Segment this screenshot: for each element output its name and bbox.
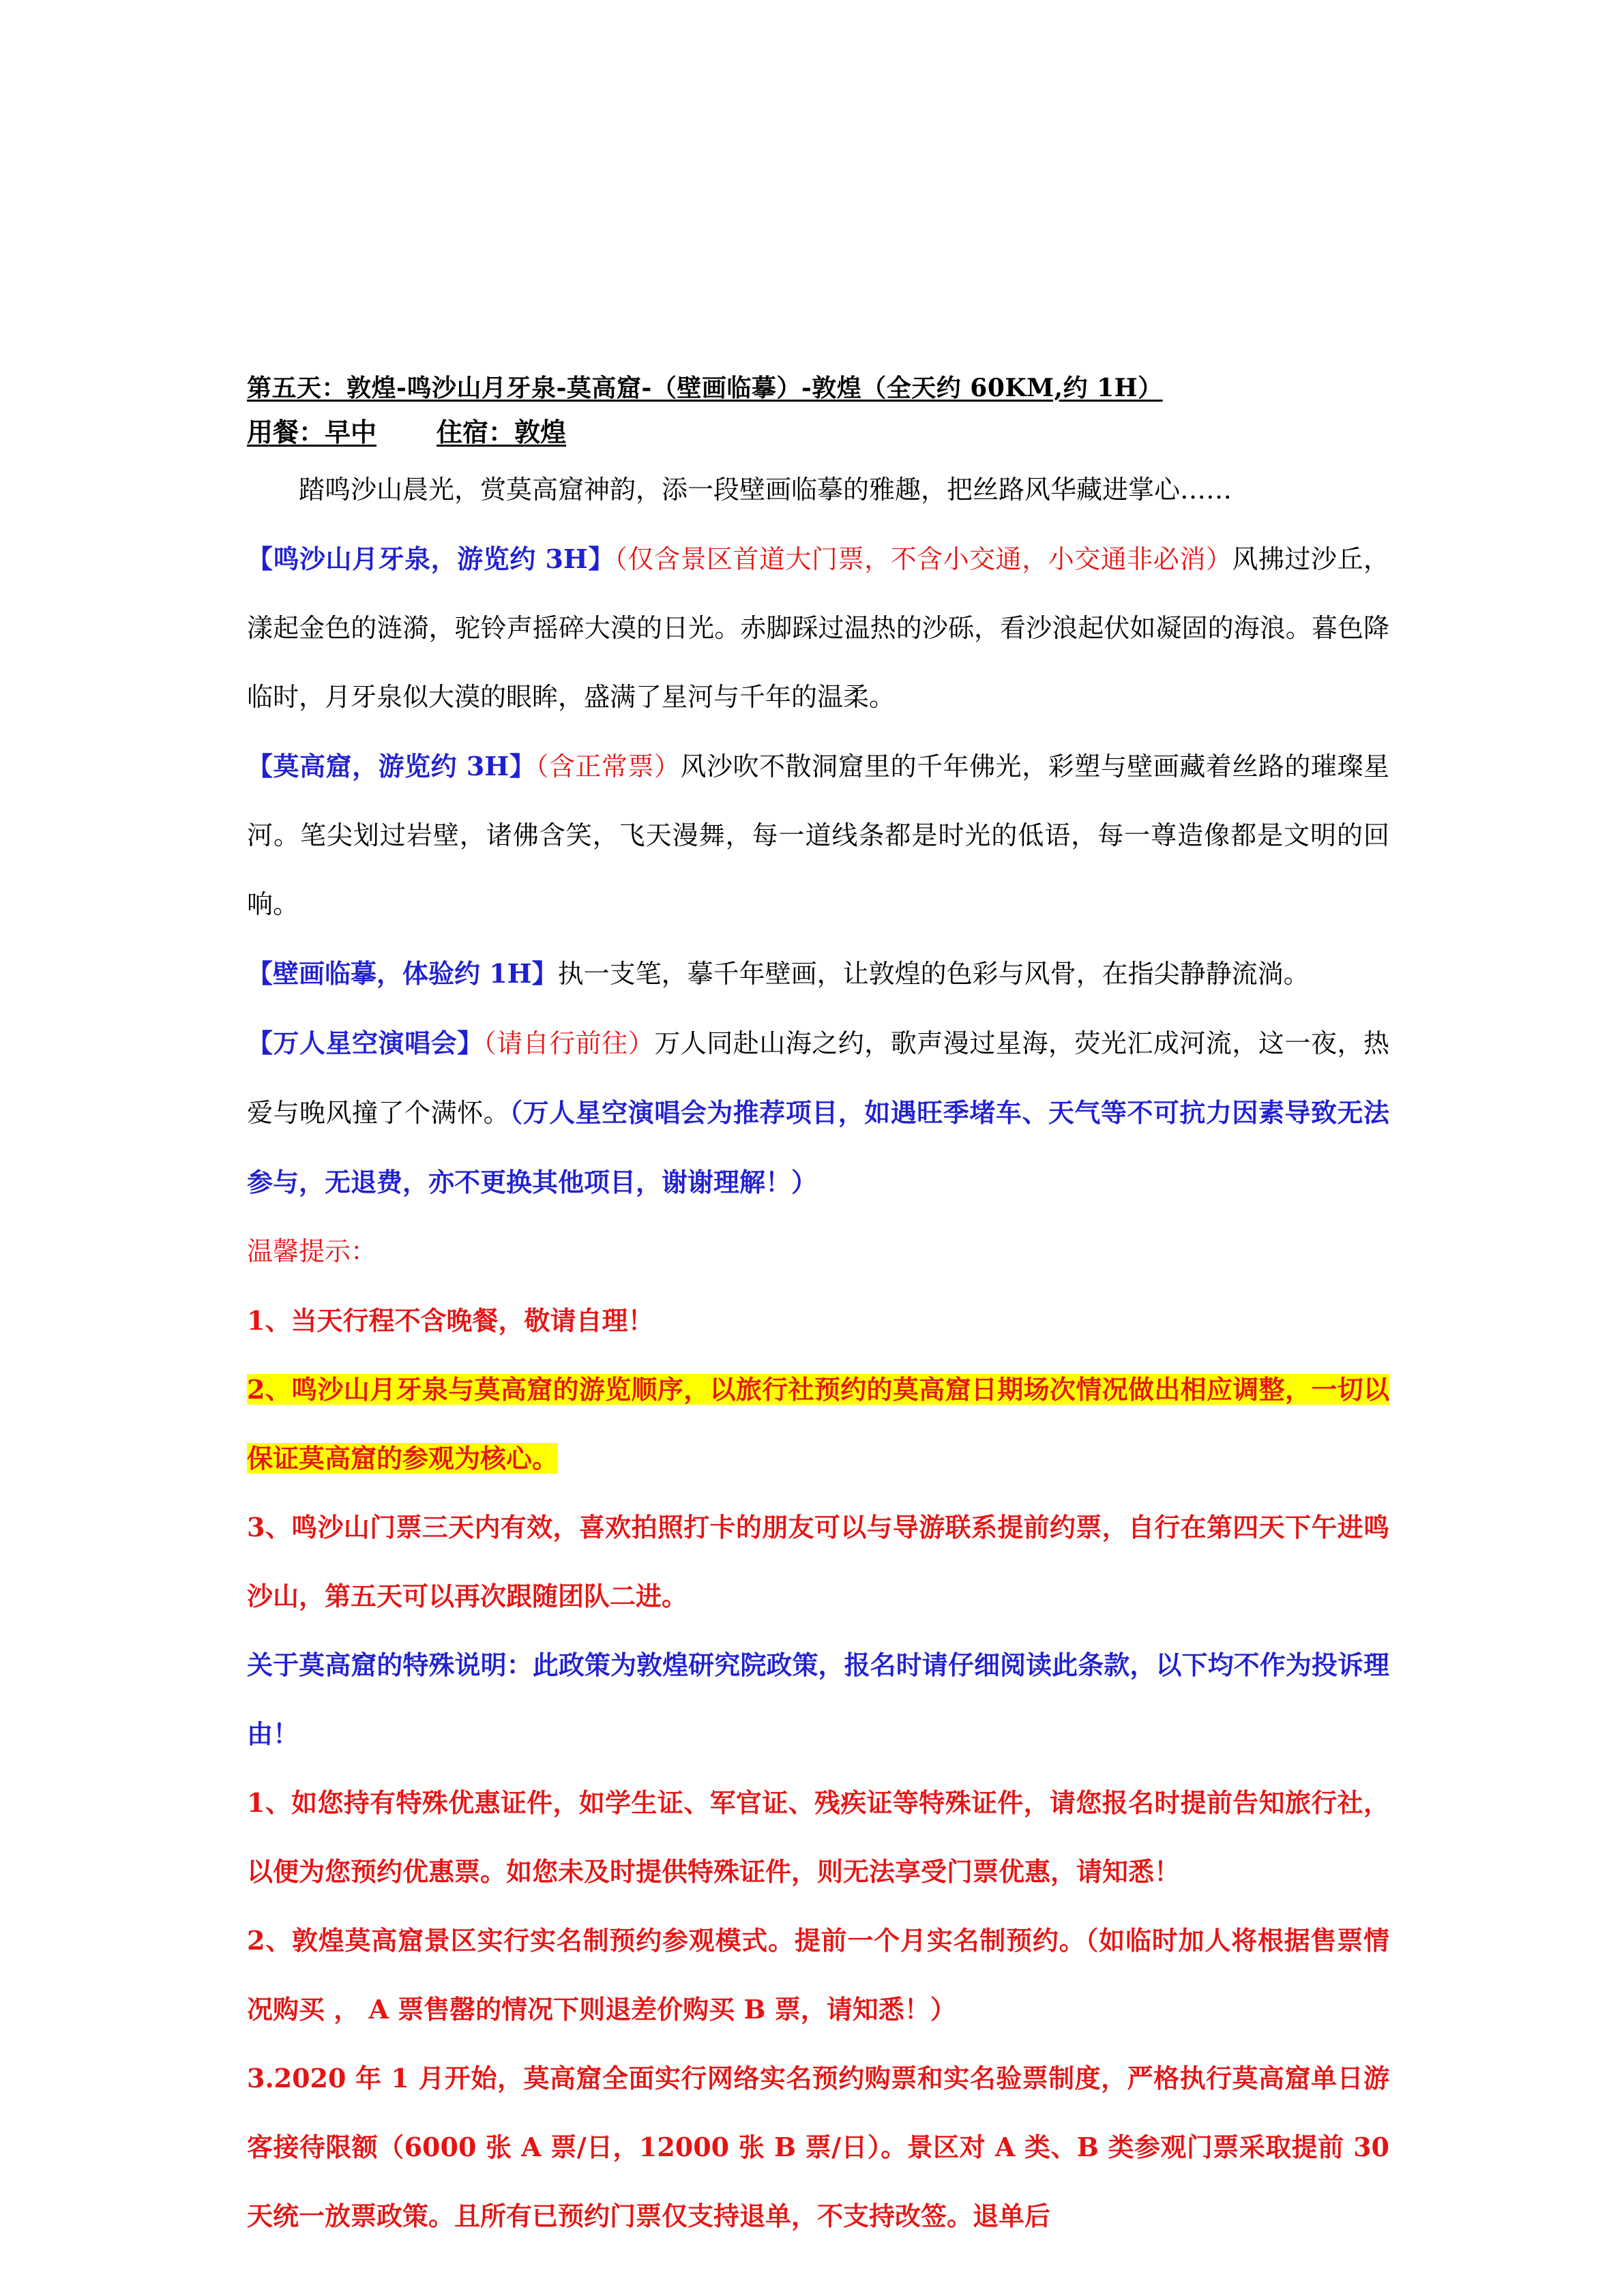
tip-item-2	[247, 1355, 1389, 1493]
meals-lodging-line	[247, 416, 566, 449]
section-mural	[247, 939, 1389, 1009]
section-text: 执一支笔，摹千年壁画，让敦煌的色彩与风骨，在指尖静静流淌。	[557, 959, 1310, 989]
meals-label: 用餐：早中	[247, 417, 377, 447]
tip-item-3: 3、鸣沙山门票三天内有效，喜欢拍照打卡的朋友可以与导游联系提前约票，自行在第四天下午进鸣沙山，第五天可以再次跟随团队二进。	[247, 1512, 1389, 1611]
section-mingsha	[247, 524, 1389, 732]
section-note: （含正常票）	[535, 751, 681, 781]
day-title: 第五天：敦煌-鸣沙山月牙泉-莫高窟-（壁画临摹）-敦煌（全天约 60KM,约 1H）	[247, 374, 1163, 402]
policy-item-2: 2、敦煌莫高窟景区实行实名制预约参观模式。提前一个月实名制预约。（如临时加人将根据售票情况购买 ， A 票售罄的情况下则退差价购买 B 票，请知悉！）	[247, 1925, 1389, 2025]
tip-item-1: 1、当天行程不含晚餐，敬请自理！	[247, 1305, 654, 1336]
section-heading: 【莫高窟，游览约 3H】	[247, 751, 536, 781]
lodging-label: 住宿：敦煌	[437, 417, 567, 447]
section-text: 风拂过沙丘，漾起金色的涟漪，驼铃声摇碎大漠的日光。赤脚踩过温热的沙砾，看沙浪起伏如凝固的海浪。暮色降临时，月牙泉似大漠的眼眸，盛满了星河与千年的温柔。	[247, 544, 1389, 712]
policy-item-3: 3.2020 年 1 月开始，莫高窟全面实行网络实名预约购票和实名验票制度，严格执行莫高窟单日游客接待限额（6000 张 A 票/日，12000 张 B 票/日）。景区对 A 类、B 类参观门票采取提前 30 天统一放票政策。且所有已预约门票仅支持退单，不支持改签。退单后	[247, 2063, 1389, 2231]
policy-item-1: 1、如您持有特殊优惠证件，如学生证、军官证、残疾证等特殊证件，请您报名时提前告知旅行社，以便为您预约优惠票。如您未及时提供特殊证件，则无法享受门票优惠，请知悉！	[247, 1787, 1389, 1887]
policy-label: 关于莫高窟的特殊说明：此政策为敦煌研究院政策，报名时请仔细阅读此条款，以下均不作为投诉理由！	[247, 1650, 1389, 1749]
section-text: 万人同赴山海之约，歌声漫过星海，荧光汇成河流，这一夜，热爱与晚风撞了个满怀。	[247, 1028, 1389, 1128]
tips-label: 温馨提示：	[247, 1236, 377, 1266]
section-text: 风沙吹不散洞窟里的千年佛光，彩塑与壁画藏着丝路的璀璨星河。笔尖划过岩壁，诸佛含笑，飞天漫舞，每一道线条都是时光的低语，每一尊造像都是文明的回响。	[247, 751, 1389, 919]
section-heading: 【鸣沙山月牙泉，游览约 3H】	[247, 543, 615, 574]
section-note: （请自行前往）	[483, 1028, 655, 1058]
section-note: （仅含景区首道大门票，不含小交通，小交通非必消）	[614, 544, 1232, 574]
itinerary-body	[247, 456, 1389, 2250]
section-heading: 【万人星空演唱会】	[247, 1028, 484, 1058]
intro-paragraph: 踏鸣沙山晨光，赏莫高窟神韵，添一段壁画临摹的雅趣，把丝路风华藏进掌心……	[299, 475, 1232, 505]
section-remark: （万人星空演唱会为推荐项目，如遇旺季堵车、天气等不可抗力因素导致无法参与，无退费，亦不更换其他项目，谢谢理解！）	[247, 1097, 1389, 1197]
section-concert	[247, 1009, 1389, 1217]
section-mogao	[247, 732, 1389, 939]
tip-item-2-highlight: 2、鸣沙山月牙泉与莫高窟的游览顺序，以旅行社预约的莫高窟日期场次情况做出相应调整，一切以保证莫高窟的参观为核心。	[247, 1374, 1389, 1474]
section-heading: 【壁画临摹，体验约 1H】	[247, 958, 558, 989]
